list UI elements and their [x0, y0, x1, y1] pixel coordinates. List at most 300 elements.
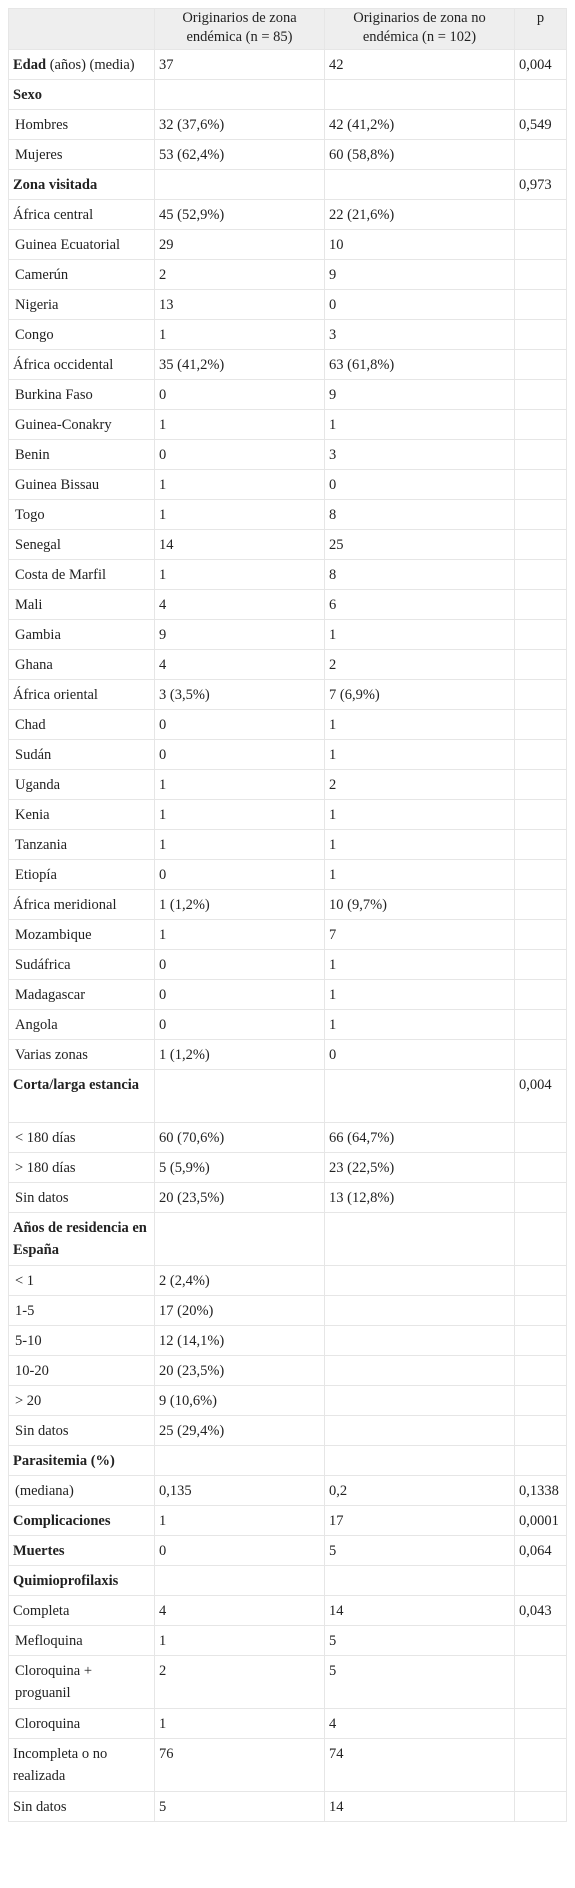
row-label: (mediana)	[15, 1483, 74, 1499]
row-label: Sudán	[15, 747, 52, 763]
row-label-bold: Corta/larga estancia	[13, 1077, 140, 1093]
p-value-cell	[515, 740, 567, 770]
endemic-value-cell: 1	[155, 410, 325, 440]
endemic-value-cell: 0	[155, 710, 325, 740]
non-endemic-value-cell	[325, 1566, 515, 1596]
non-endemic-value-cell: 14	[325, 1792, 515, 1822]
non-endemic-value-cell: 4	[325, 1709, 515, 1739]
row-label: Camerún	[15, 267, 69, 283]
table-row	[9, 110, 567, 140]
endemic-value-cell: 1	[155, 1626, 325, 1656]
non-endemic-value-cell: 42	[325, 50, 515, 80]
p-value-cell	[515, 1792, 567, 1822]
p-value-cell	[515, 230, 567, 260]
table-row	[9, 1416, 567, 1446]
table-row	[9, 1536, 567, 1566]
endemic-value-cell: 4	[155, 1596, 325, 1626]
table-row	[9, 1566, 567, 1596]
non-endemic-value-cell: 5	[325, 1656, 515, 1709]
table-row	[9, 740, 567, 770]
row-label-cell	[9, 800, 155, 830]
row-label-cell	[9, 770, 155, 800]
row-label-bold: Parasitemia (%)	[13, 1453, 115, 1469]
table-header	[9, 9, 567, 50]
endemic-value-cell: 1	[155, 800, 325, 830]
p-value-cell	[515, 890, 567, 920]
non-endemic-value-cell: 1	[325, 950, 515, 980]
non-endemic-value-cell: 1	[325, 740, 515, 770]
non-endemic-value-cell: 0	[325, 290, 515, 320]
non-endemic-value-cell	[325, 80, 515, 110]
row-label-cell	[9, 920, 155, 950]
p-value-cell	[515, 470, 567, 500]
row-label: Mali	[15, 597, 43, 613]
table-row	[9, 680, 567, 710]
p-value-cell	[515, 320, 567, 350]
row-label-cell	[9, 1709, 155, 1739]
p-value-cell: 0,004	[515, 50, 567, 80]
non-endemic-value-cell	[325, 1213, 515, 1266]
row-label-cell	[9, 1070, 155, 1123]
row-label-cell	[9, 1476, 155, 1506]
row-label: Tanzania	[15, 837, 68, 853]
non-endemic-value-cell: 25	[325, 530, 515, 560]
row-label-cell	[9, 230, 155, 260]
header-cell-non-endemic: Originarios de zona no endémica (n = 102)	[325, 9, 515, 50]
table-row	[9, 1739, 567, 1792]
row-label-cell	[9, 1123, 155, 1153]
table-row	[9, 230, 567, 260]
row-label-cell	[9, 1040, 155, 1070]
non-endemic-value-cell: 0,2	[325, 1476, 515, 1506]
table-row	[9, 1123, 567, 1153]
table-row	[9, 590, 567, 620]
non-endemic-value-cell: 1	[325, 410, 515, 440]
non-endemic-value-cell: 63 (61,8%)	[325, 350, 515, 380]
row-label-cell	[9, 890, 155, 920]
p-value-cell	[515, 1266, 567, 1296]
non-endemic-value-cell: 7	[325, 920, 515, 950]
table-row	[9, 170, 567, 200]
table-row	[9, 560, 567, 590]
p-value-cell	[515, 1656, 567, 1709]
row-label-bold: Sexo	[13, 87, 42, 103]
row-label-cell	[9, 1656, 155, 1709]
endemic-value-cell: 2	[155, 260, 325, 290]
row-label: Mozambique	[15, 927, 92, 943]
non-endemic-value-cell: 1	[325, 980, 515, 1010]
row-label-cell	[9, 1386, 155, 1416]
endemic-value-cell: 0	[155, 860, 325, 890]
non-endemic-value-cell: 8	[325, 560, 515, 590]
row-label-cell	[9, 830, 155, 860]
p-value-cell: 0,004	[515, 1070, 567, 1123]
row-label-cell	[9, 980, 155, 1010]
non-endemic-value-cell: 9	[325, 380, 515, 410]
row-label: África central	[13, 207, 94, 223]
p-value-cell: 0,549	[515, 110, 567, 140]
table-row	[9, 860, 567, 890]
table-row	[9, 1010, 567, 1040]
table-row	[9, 140, 567, 170]
row-label: Etiopía	[15, 867, 57, 883]
row-label: Gambia	[15, 627, 61, 643]
row-label: África meridional	[13, 897, 117, 913]
row-label: Cloroquina + proguanil	[15, 1663, 93, 1701]
endemic-value-cell: 1	[155, 830, 325, 860]
non-endemic-value-cell: 5	[325, 1536, 515, 1566]
row-label-cell	[9, 1356, 155, 1386]
row-label-cell	[9, 380, 155, 410]
row-label-cell	[9, 350, 155, 380]
table-row	[9, 1506, 567, 1536]
non-endemic-value-cell: 60 (58,8%)	[325, 140, 515, 170]
row-label-rest: (años) (media)	[46, 57, 135, 73]
row-label-cell	[9, 1446, 155, 1476]
endemic-value-cell	[155, 1213, 325, 1266]
row-label-bold: Años de residencia en España	[13, 1220, 147, 1258]
row-label: Madagascar	[15, 987, 86, 1003]
row-label-cell	[9, 1739, 155, 1792]
table-row	[9, 800, 567, 830]
non-endemic-value-cell	[325, 1386, 515, 1416]
p-value-cell	[515, 710, 567, 740]
row-label-cell	[9, 710, 155, 740]
non-endemic-value-cell: 1	[325, 710, 515, 740]
p-value-cell	[515, 350, 567, 380]
non-endemic-value-cell	[325, 1070, 515, 1123]
table-row	[9, 320, 567, 350]
row-label-cell	[9, 50, 155, 80]
row-label-cell	[9, 260, 155, 290]
row-label: Uganda	[15, 777, 61, 793]
endemic-value-cell: 1	[155, 1709, 325, 1739]
row-label-cell	[9, 590, 155, 620]
row-label: Mefloquina	[15, 1633, 83, 1649]
table-row	[9, 1040, 567, 1070]
row-label-cell	[9, 200, 155, 230]
p-value-cell	[515, 380, 567, 410]
table-row	[9, 1356, 567, 1386]
table-row	[9, 950, 567, 980]
endemic-value-cell: 53 (62,4%)	[155, 140, 325, 170]
row-label-cell	[9, 500, 155, 530]
row-label-cell	[9, 1506, 155, 1536]
row-label: Ghana	[15, 657, 53, 673]
p-value-cell: 0,1338	[515, 1476, 567, 1506]
table-row	[9, 1656, 567, 1709]
p-value-cell	[515, 650, 567, 680]
non-endemic-value-cell	[325, 1296, 515, 1326]
p-value-cell: 0,064	[515, 1536, 567, 1566]
endemic-value-cell: 45 (52,9%)	[155, 200, 325, 230]
non-endemic-value-cell: 22 (21,6%)	[325, 200, 515, 230]
endemic-value-cell: 32 (37,6%)	[155, 110, 325, 140]
row-label: Benin	[15, 447, 50, 463]
non-endemic-value-cell	[325, 1416, 515, 1446]
non-endemic-value-cell: 23 (22,5%)	[325, 1153, 515, 1183]
non-endemic-value-cell: 42 (41,2%)	[325, 110, 515, 140]
row-label-cell	[9, 1010, 155, 1040]
non-endemic-value-cell: 9	[325, 260, 515, 290]
endemic-value-cell: 5	[155, 1792, 325, 1822]
row-label: Burkina Faso	[15, 387, 93, 403]
endemic-value-cell: 3 (3,5%)	[155, 680, 325, 710]
row-label-cell	[9, 140, 155, 170]
row-label-cell	[9, 110, 155, 140]
row-label: < 180 días	[15, 1130, 76, 1146]
row-label: Guinea Bissau	[15, 477, 100, 493]
row-label: Incompleta o no realizada	[13, 1746, 108, 1784]
non-endemic-value-cell: 14	[325, 1596, 515, 1626]
endemic-value-cell: 1	[155, 470, 325, 500]
non-endemic-value-cell: 2	[325, 650, 515, 680]
row-label-cell	[9, 1536, 155, 1566]
table-row	[9, 1153, 567, 1183]
row-label-cell	[9, 290, 155, 320]
endemic-value-cell: 17 (20%)	[155, 1296, 325, 1326]
row-label-bold: Zona visitada	[13, 177, 98, 193]
row-label-cell	[9, 1153, 155, 1183]
row-label: Hombres	[15, 117, 69, 133]
endemic-value-cell: 14	[155, 530, 325, 560]
non-endemic-value-cell: 5	[325, 1626, 515, 1656]
p-value-cell	[515, 860, 567, 890]
row-label: Costa de Marfil	[15, 567, 107, 583]
table-row	[9, 1386, 567, 1416]
row-label: África occidental	[13, 357, 114, 373]
row-label-cell	[9, 170, 155, 200]
p-value-cell: 0,0001	[515, 1506, 567, 1536]
row-label: 10-20	[15, 1363, 49, 1379]
p-value-cell	[515, 1386, 567, 1416]
header-row	[9, 9, 567, 50]
table-row	[9, 350, 567, 380]
row-label-bold: Muertes	[13, 1543, 65, 1559]
non-endemic-value-cell: 8	[325, 500, 515, 530]
table-row	[9, 1476, 567, 1506]
endemic-value-cell: 0	[155, 380, 325, 410]
p-value-cell	[515, 530, 567, 560]
endemic-value-cell	[155, 170, 325, 200]
row-label: Sin datos	[15, 1190, 69, 1206]
row-label: 5-10	[15, 1333, 42, 1349]
table-row	[9, 1626, 567, 1656]
row-label: Sin datos	[13, 1799, 67, 1815]
row-label-cell	[9, 1626, 155, 1656]
non-endemic-value-cell: 2	[325, 770, 515, 800]
non-endemic-value-cell	[325, 1356, 515, 1386]
endemic-value-cell: 0,135	[155, 1476, 325, 1506]
table-row	[9, 1326, 567, 1356]
row-label: Togo	[15, 507, 45, 523]
row-label-cell	[9, 530, 155, 560]
table-row	[9, 980, 567, 1010]
endemic-value-cell: 60 (70,6%)	[155, 1123, 325, 1153]
p-value-cell	[515, 560, 567, 590]
non-endemic-value-cell: 66 (64,7%)	[325, 1123, 515, 1153]
table-row	[9, 1792, 567, 1822]
p-value-cell: 0,973	[515, 170, 567, 200]
non-endemic-value-cell: 17	[325, 1506, 515, 1536]
row-label-cell	[9, 1183, 155, 1213]
row-label-cell	[9, 650, 155, 680]
endemic-value-cell: 0	[155, 1536, 325, 1566]
row-label: Angola	[15, 1017, 58, 1033]
row-label-bold: Complicaciones	[13, 1513, 111, 1529]
row-label: Sin datos	[15, 1423, 69, 1439]
p-value-cell	[515, 1739, 567, 1792]
row-label: África oriental	[13, 687, 98, 703]
p-value-cell	[515, 290, 567, 320]
non-endemic-value-cell: 13 (12,8%)	[325, 1183, 515, 1213]
row-label: Completa	[13, 1603, 70, 1619]
endemic-value-cell: 0	[155, 740, 325, 770]
row-label-cell	[9, 1596, 155, 1626]
non-endemic-value-cell: 10 (9,7%)	[325, 890, 515, 920]
p-value-cell	[515, 1356, 567, 1386]
table-row	[9, 620, 567, 650]
header-cell-endemic: Originarios de zona endémica (n = 85)	[155, 9, 325, 50]
endemic-value-cell: 37	[155, 50, 325, 80]
p-value-cell	[515, 920, 567, 950]
endemic-value-cell: 9	[155, 620, 325, 650]
table-row	[9, 1213, 567, 1266]
row-label-cell	[9, 560, 155, 590]
table-row	[9, 200, 567, 230]
endemic-value-cell: 1	[155, 320, 325, 350]
endemic-value-cell: 35 (41,2%)	[155, 350, 325, 380]
row-label: Congo	[15, 327, 54, 343]
p-value-cell	[515, 500, 567, 530]
p-value-cell	[515, 770, 567, 800]
row-label: Chad	[15, 717, 46, 733]
endemic-value-cell: 1	[155, 1506, 325, 1536]
endemic-value-cell: 25 (29,4%)	[155, 1416, 325, 1446]
table-row	[9, 1709, 567, 1739]
non-endemic-value-cell	[325, 1326, 515, 1356]
endemic-value-cell: 0	[155, 950, 325, 980]
p-value-cell	[515, 980, 567, 1010]
table-row	[9, 1070, 567, 1123]
p-value-cell	[515, 620, 567, 650]
row-label-cell	[9, 440, 155, 470]
row-label: Senegal	[15, 537, 61, 553]
row-label: < 1	[15, 1273, 35, 1289]
p-value-cell	[515, 80, 567, 110]
p-value-cell	[515, 200, 567, 230]
p-value-cell	[515, 1296, 567, 1326]
row-label: Kenia	[15, 807, 50, 823]
non-endemic-value-cell: 1	[325, 1010, 515, 1040]
table-row	[9, 1446, 567, 1476]
non-endemic-value-cell: 1	[325, 830, 515, 860]
table-row	[9, 410, 567, 440]
table-row	[9, 1596, 567, 1626]
p-value-cell	[515, 440, 567, 470]
table-row	[9, 80, 567, 110]
row-label-bold: Edad	[13, 57, 47, 73]
endemic-value-cell: 20 (23,5%)	[155, 1356, 325, 1386]
table-row	[9, 710, 567, 740]
row-label-cell	[9, 1566, 155, 1596]
p-value-cell	[515, 1213, 567, 1266]
non-endemic-value-cell	[325, 1266, 515, 1296]
endemic-value-cell: 1	[155, 920, 325, 950]
table-row	[9, 380, 567, 410]
table-body	[9, 50, 567, 1822]
table-row	[9, 290, 567, 320]
endemic-value-cell: 20 (23,5%)	[155, 1183, 325, 1213]
non-endemic-value-cell	[325, 170, 515, 200]
row-label-bold: Quimioprofilaxis	[13, 1573, 119, 1589]
non-endemic-value-cell: 10	[325, 230, 515, 260]
row-label-cell	[9, 320, 155, 350]
p-value-cell	[515, 1626, 567, 1656]
row-label: > 180 días	[15, 1160, 76, 1176]
endemic-value-cell: 4	[155, 650, 325, 680]
row-label-cell	[9, 620, 155, 650]
p-value-cell	[515, 590, 567, 620]
row-label-cell	[9, 1326, 155, 1356]
p-value-cell	[515, 1123, 567, 1153]
table-row	[9, 530, 567, 560]
p-value-cell	[515, 1040, 567, 1070]
row-label-cell	[9, 410, 155, 440]
endemic-value-cell: 1	[155, 770, 325, 800]
p-value-cell	[515, 260, 567, 290]
endemic-value-cell	[155, 1446, 325, 1476]
endemic-value-cell: 9 (10,6%)	[155, 1386, 325, 1416]
p-value-cell	[515, 1709, 567, 1739]
header-cell-p-value: p	[515, 9, 567, 50]
row-label: Guinea-Conakry	[15, 417, 112, 433]
table-row	[9, 440, 567, 470]
non-endemic-value-cell: 7 (6,9%)	[325, 680, 515, 710]
table-row	[9, 770, 567, 800]
row-label-cell	[9, 470, 155, 500]
row-label-cell	[9, 950, 155, 980]
table-row	[9, 50, 567, 80]
table-row	[9, 920, 567, 950]
endemic-value-cell: 1	[155, 560, 325, 590]
endemic-value-cell: 0	[155, 980, 325, 1010]
non-endemic-value-cell: 0	[325, 470, 515, 500]
row-label-cell	[9, 1296, 155, 1326]
endemic-value-cell: 0	[155, 440, 325, 470]
p-value-cell	[515, 1153, 567, 1183]
endemic-value-cell: 1	[155, 500, 325, 530]
data-table	[8, 8, 567, 1822]
endemic-value-cell: 1 (1,2%)	[155, 1040, 325, 1070]
endemic-value-cell: 12 (14,1%)	[155, 1326, 325, 1356]
table-row	[9, 1183, 567, 1213]
header-cell-variable	[9, 9, 155, 50]
row-label-cell	[9, 860, 155, 890]
row-label: > 20	[15, 1393, 42, 1409]
p-value-cell	[515, 1416, 567, 1446]
non-endemic-value-cell: 1	[325, 620, 515, 650]
endemic-value-cell: 0	[155, 1010, 325, 1040]
row-label-cell	[9, 80, 155, 110]
p-value-cell	[515, 1326, 567, 1356]
endemic-value-cell: 1 (1,2%)	[155, 890, 325, 920]
row-label: Nigeria	[15, 297, 59, 313]
row-label-cell	[9, 1792, 155, 1822]
non-endemic-value-cell: 1	[325, 860, 515, 890]
row-label: Guinea Ecuatorial	[15, 237, 121, 253]
endemic-value-cell	[155, 80, 325, 110]
